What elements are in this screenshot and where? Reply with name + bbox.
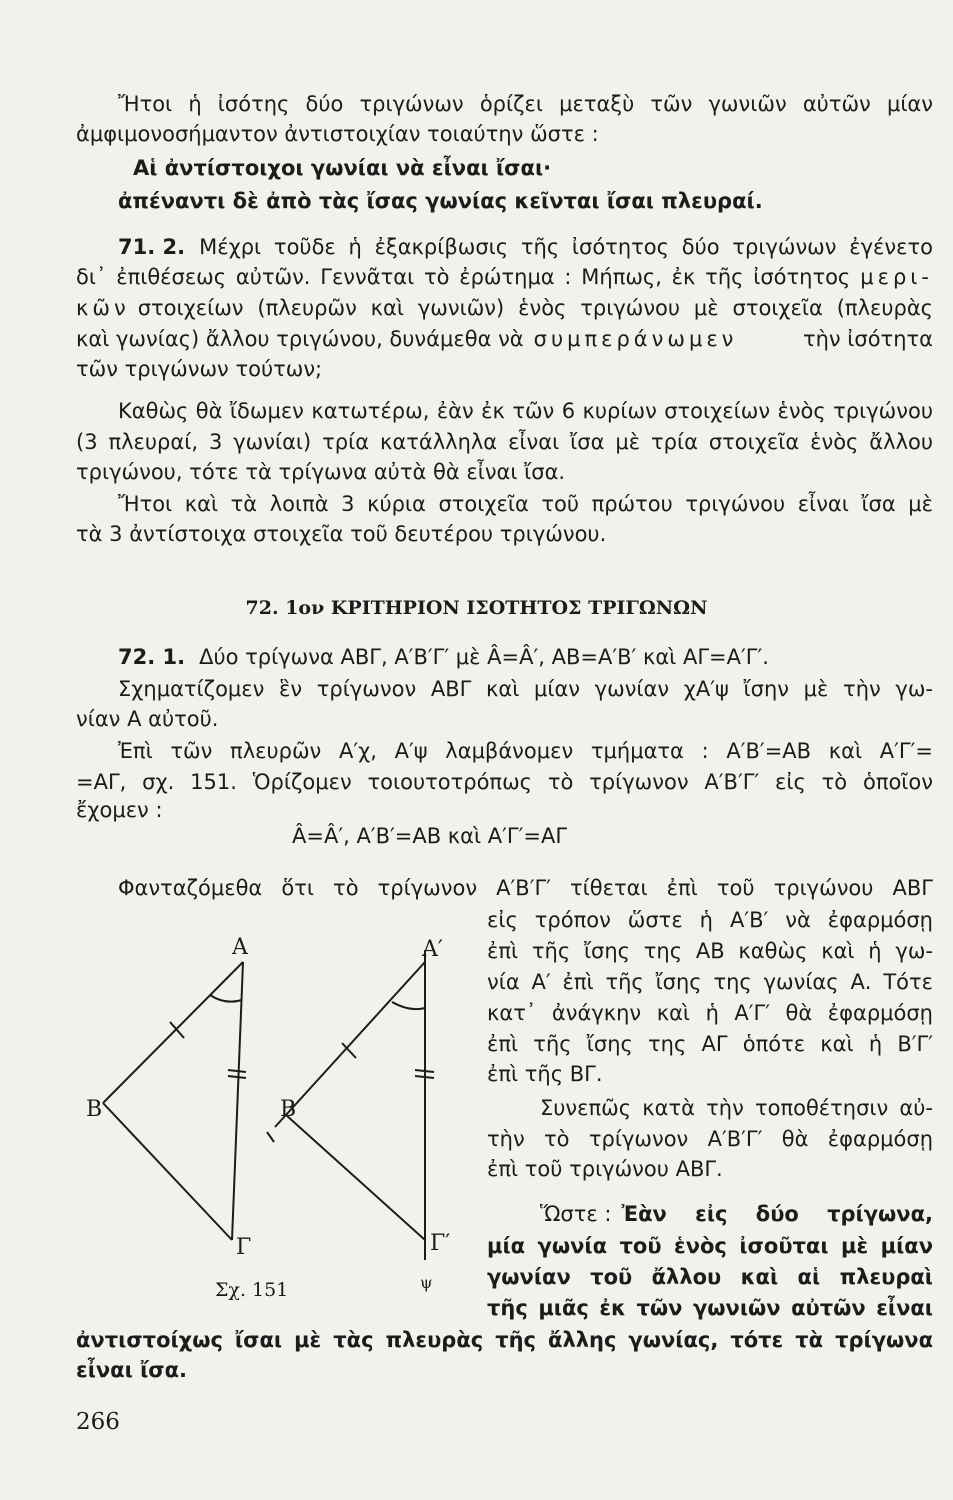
tick-ag-1 [228,1070,246,1072]
right-line-2: ἐπὶ τῆς ἴσης της ΑΒ καθὼς καὶ ἡ γω- [487,939,933,963]
right-line-12: γωνίαν τοῦ ἄλλου καὶ αἱ πλευραὶ [487,1265,933,1289]
angle-a2-arc [392,1002,425,1009]
tick-a2g2-2 [415,1076,434,1078]
intro-bold-line-2: ἀπέναντι δὲ ἀπὸ τὰς ἴσας γωνίας κεῖνται ἴσαι πλευραί. [118,189,763,213]
s71-line-9: Ἤτοι καὶ τὰ λοιπὰ 3 κύρια στοιχεῖα τοῦ πρώτου τριγώνου εἶναι ἴσα μὲ [118,492,933,516]
s72-line-6: ἔχομεν : [76,798,163,822]
right-line-8: τὴν τὸ τρίγωνον Α′Β′Γ′ θὰ ἐφαρμόσῃ [487,1127,933,1151]
s71-line-4-text-c: τὴν ἰσότητα [802,327,933,351]
intro-bold-line-1: Αἱ ἀντίστοιχοι γωνίαι νὰ εἶναι ἴσαι· [133,156,552,180]
right-line-6: ἐπὶ τῆς ΒΓ. [487,1062,603,1086]
angle-a-arc [210,995,242,1002]
s71-line-6: Καθὼς θὰ ἴδωμεν κατωτέρω, ἐὰν ἐκ τῶν 6 κυρίων στοιχείων ἑνὸς τριγώνου [118,399,933,423]
s71-line-3-spaced: κῶν [76,296,130,320]
s71-line-3 [76,294,933,322]
s71-line-8: τριγώνου, τότε τὰ τρίγωνα αὐτὰ θὰ εἶναι ἴσα. [76,460,566,484]
section-72-heading: 72. 1ον ΚΡΙΤΗΡΙΟΝ ΙΣΟΤΗΤΟΣ ΤΡΙΓΩΝΩΝ [245,597,708,619]
s72-line-5: =ΑΓ, σχ. 151. Ὁρίζομεν τοιουτοτρόπως τὸ τρίγωνον Α′Β′Γ′ εἰς τὸ ὁποῖον [76,770,933,794]
right-line-1: εἰς τρόπον ὥστε ἡ Α′Β′ νὰ ἐφαρμόσῃ [487,908,933,932]
s71-line-10: τὰ 3 ἀντίστοιχα στοιχεῖα τοῦ δευτέρου τριγώνου. [76,522,607,546]
side-ab [103,962,243,1103]
s71-number: 71. 2. [118,235,186,259]
tick-chi [267,1132,274,1142]
right-line-10-bold: Ἐὰν εἰς δύο τρίγωνα, [621,1202,933,1226]
s71-line-2-text: δι᾽ ἐπιθέσεως αὐτῶν. Γεννᾶται τὸ ἐρώτημα : Μήπως, ἐκ τῆς ἰσότητος [76,265,851,289]
side-ag [232,962,243,1240]
right-line-11: μία γωνία τοῦ ἑνὸς ἰσοῦται μὲ μίαν [487,1234,933,1258]
label-a-prime: Α′ [422,937,443,962]
right-line-4: κατ᾽ ἀνάγκην καὶ ἡ Α′Γ′ θὰ ἐφαρμόσῃ [487,1001,933,1025]
s71-line-5: τῶν τριγώνων τούτων; [76,357,323,381]
side-b2g2 [286,1115,425,1240]
right-line-7: Συνεπῶς κατὰ τὴν τοποθέτησιν αὐ- [540,1096,933,1120]
s72-line-7: Φανταζόμεθα ὅτι τὸ τρίγωνον Α′Β′Γ′ τίθεται ἐπὶ τοῦ τριγώνου ΑΒΓ [118,876,933,900]
tick-a2g2-1 [415,1070,434,1072]
label-b-prime: Β′ [280,1097,302,1122]
side-bg [103,1103,232,1240]
s71-line-4 [76,325,933,353]
label-b: Β [86,1097,103,1122]
s72-line-2: Σχηματίζομεν ἓν τρίγωνον ΑΒΓ καὶ μίαν γωνίαν χΑ′ψ ἴσην μὲ τὴν γω- [118,677,933,701]
label-g: Γ [236,1235,252,1260]
right-line-13: τῆς μιᾶς ἐκ τῶν γωνιῶν αὐτῶν εἶναι [487,1296,933,1320]
s71-line-4-spaced: συμπεράνωμεν [533,327,738,351]
s71-line-2-spaced: μερι- [860,265,933,289]
conclusion-line-1: ἀντιστοίχως ἴσαι μὲ τὰς πλευρὰς τῆς ἄλλης γωνίας, τότε τὰ τρίγωνα [76,1328,933,1352]
s72-line-3: νίαν Α αὐτοῦ. [76,707,219,731]
right-line-10-prefix: Ὥστε : [540,1202,612,1226]
right-line-3: νία Α′ ἐπὶ τῆς ἴσης της γωνίας Α. Τότε [487,970,933,994]
s71-line-1-text: Μέχρι τοῦδε ἡ ἐξακρίβωσις τῆς ἰσότητος δύο τριγώνων ἐγένετο [199,235,933,259]
s71-line-2 [76,263,933,291]
label-g-prime: Γ′ [430,1231,451,1256]
s71-line-1 [118,233,933,261]
intro-line-1: Ἤτοι ἡ ἰσότης δύο τριγώνων ὁρίζει μεταξὺ τῶν γωνιῶν αὐτῶν μίαν [118,92,933,116]
s71-line-7: (3 πλευραί, 3 γωνίαι) τρία κατάλληλα εἶναι ἴσα μὲ τρία στοιχεῖα ἑνὸς ἄλλου [76,430,933,454]
triangle-abg [103,962,246,1240]
s72-equation: Â=Â′, Α′Β′=ΑΒ καὶ Α′Γ′=ΑΓ [292,824,568,848]
tick-ag-2 [228,1076,246,1078]
intro-line-2: ἀμφιμονοσήμαντον ἀντιστοιχίαν τοιαύτην ὥστε : [76,122,599,146]
figure-caption: Σχ. 151 [215,1279,289,1301]
conclusion-line-2: εἶναι ἴσα. [76,1358,188,1382]
label-psi: ψ [420,1273,433,1292]
s71-line-3-text: στοιχείων (πλευρῶν καὶ γωνιῶν) ἑνὸς τριγώνου μὲ στοιχεῖα (πλευρὰς [137,296,933,320]
s72-number: 72. 1. [118,645,186,669]
s72-line-4: Ἐπὶ τῶν πλευρῶν Α′χ, Α′ψ λαμβάνομεν τμήματα : Α′Β′=ΑΒ καὶ Α′Γ′= [118,739,933,763]
figure-151 [70,920,470,1310]
page-number: 266 [76,1409,120,1435]
right-line-9: ἐπὶ τοῦ τριγώνου ΑΒΓ. [487,1157,723,1181]
s72-line-1-text: Δύο τρίγωνα ΑΒΓ, Α′Β′Γ′ μὲ Â=Â′, ΑΒ=Α′Β′ καὶ ΑΓ=Α′Γ′. [199,645,769,669]
label-a: Α [232,935,248,960]
s71-line-4-text-a: καὶ γωνίας) ἄλλου τριγώνου, δυνάμεθα νὰ [76,327,524,351]
right-line-5: ἐπὶ τῆς ἴσης της ΑΓ ὁπότε καὶ ἡ Β′Γ′ [487,1032,933,1056]
right-line-10 [540,1200,933,1228]
s72-line-1 [118,643,933,671]
